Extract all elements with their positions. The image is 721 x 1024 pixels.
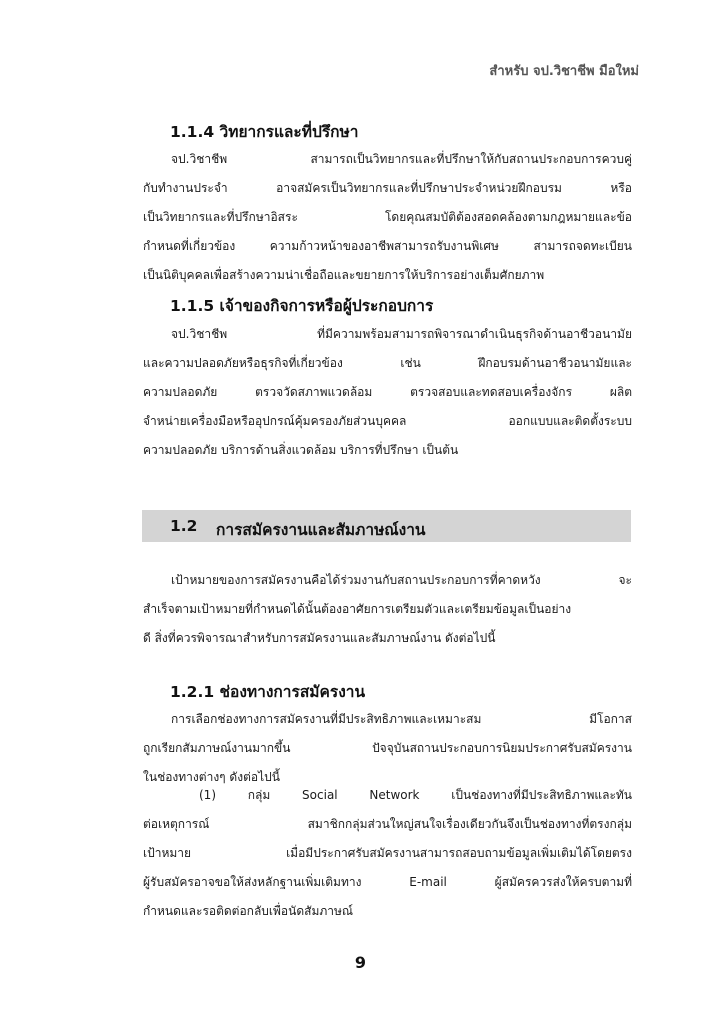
paragraph-line: เป้าหมาย เมื่อมีประกาศรับสมัครงานสามารถสอบถามข้อมูลเพิ่มเติมได้โดยตรง [143, 846, 632, 860]
paragraph-line: กับทำงานประจำ อาจสมัครเป็นวิทยากรและที่ปรึกษาประจำหน่วยฝึกอบรม หรือ [143, 181, 632, 195]
paragraph-line: เป็นนิติบุคคลเพื่อสร้างความน่าเชื่อถือและขยายการให้บริการอย่างเต็มศักยภาพ [143, 268, 545, 282]
paragraph-line: ผู้รับสมัครอาจขอให้ส่งหลักฐานเพิ่มเติมทาง E-mail ผู้สมัครควรส่งให้ครบตามที่ [143, 875, 632, 889]
paragraph-line: สำเร็จตามเป้าหมายที่กำหนดได้นั้นต้องอาศัยการเตรียมตัวและเตรียมข้อมูลเป็นอย่าง [143, 602, 572, 616]
paragraph-1-1-4 [143, 145, 632, 290]
paragraph-line: จป.วิชาชีพ สามารถเป็นวิทยากรและที่ปรึกษาให้กับสถานประกอบการควบคู่ [171, 152, 632, 166]
section-heading-bar [142, 510, 631, 542]
paragraph-1-1-5 [143, 320, 632, 465]
paragraph-line: ความปลอดภัย บริการด้านสิ่งแวดล้อม บริการที่ปรึกษา เป็นต้น [143, 443, 459, 457]
paragraph-line: ถูกเรียกสัมภาษณ์งานมากขึ้น ปัจจุบันสถานประกอบการนิยมประกาศรับสมัครงาน [143, 741, 632, 755]
paragraph-line: ในช่องทางต่างๆ ดังต่อไปนี้ [143, 770, 280, 784]
section-title: การสมัครงานและสัมภาษณ์งาน [216, 521, 426, 539]
paragraph-line: และความปลอดภัยหรือธุรกิจที่เกี่ยวข้อง เช่น ฝึกอบรมด้านอาชีวอนามัยและ [143, 356, 632, 370]
running-header: สำหรับ จป.วิชาชีพ มือใหม่ [489, 64, 639, 79]
paragraph-line: กำหนดและรอติดต่อกลับเพื่อนัดสัมภาษณ์ [143, 904, 354, 918]
paragraph-line: เป้าหมายของการสมัครงานคือได้ร่วมงานกับสถานประกอบการที่คาดหวัง จะ [171, 573, 632, 587]
paragraph-line: กำหนดที่เกี่ยวข้อง ความก้าวหน้าของอาชีพสามารถรับงานพิเศษ สามารถจดทะเบียน [143, 239, 632, 253]
heading-1-1-4: 1.1.4 วิทยากรและที่ปรึกษา [170, 123, 359, 141]
paragraph-line: ต่อเหตุการณ์ สมาชิกกลุ่มส่วนใหญ่สนใจเรื่องเดียวกันจึงเป็นช่องทางที่ตรงกลุ่ม [143, 817, 632, 831]
heading-1-2-1: 1.2.1 ช่องทางการสมัครงาน [170, 683, 366, 701]
heading-1-1-5: 1.1.5 เจ้าของกิจการหรือผู้ประกอบการ [170, 297, 434, 315]
paragraph-line: จำหน่ายเครื่องมือหรืออุปกรณ์คุ้มครองภัยส่วนบุคคล ออกแบบและติดตั้งระบบ [143, 414, 632, 428]
paragraph-line: ดี สิ่งที่ควรพิจารณาสำหรับการสมัครงานและสัมภาษณ์งาน ดังต่อไปนี้ [143, 631, 496, 645]
list-item-social-network [143, 781, 632, 926]
page-number: 9 [354, 953, 367, 972]
paragraph-line: การเลือกช่องทางการสมัครงานที่มีประสิทธิภาพและเหมาะสม มีโอกาส [171, 712, 632, 726]
paragraph-line: จป.วิชาชีพ ที่มีความพร้อมสามารถพิจารณาดำเนินธุรกิจด้านอาชีวอนามัย [171, 327, 632, 341]
paragraph-1-2 [143, 566, 632, 653]
section-number: 1.2 [170, 517, 198, 535]
paragraph-1-2-1 [143, 705, 632, 792]
paragraph-line: ความปลอดภัย ตรวจวัดสภาพแวดล้อม ตรวจสอบและทดสอบเครื่องจักร ผลิต [143, 385, 632, 399]
paragraph-line: (1) กลุ่ม Social Network เป็นช่องทางที่มีประสิทธิภาพและทัน [199, 788, 632, 802]
paragraph-line: เป็นวิทยากรและที่ปรึกษาอิสระ โดยคุณสมบัติต้องสอดคล้องตามกฎหมายและข้อ [143, 210, 632, 224]
